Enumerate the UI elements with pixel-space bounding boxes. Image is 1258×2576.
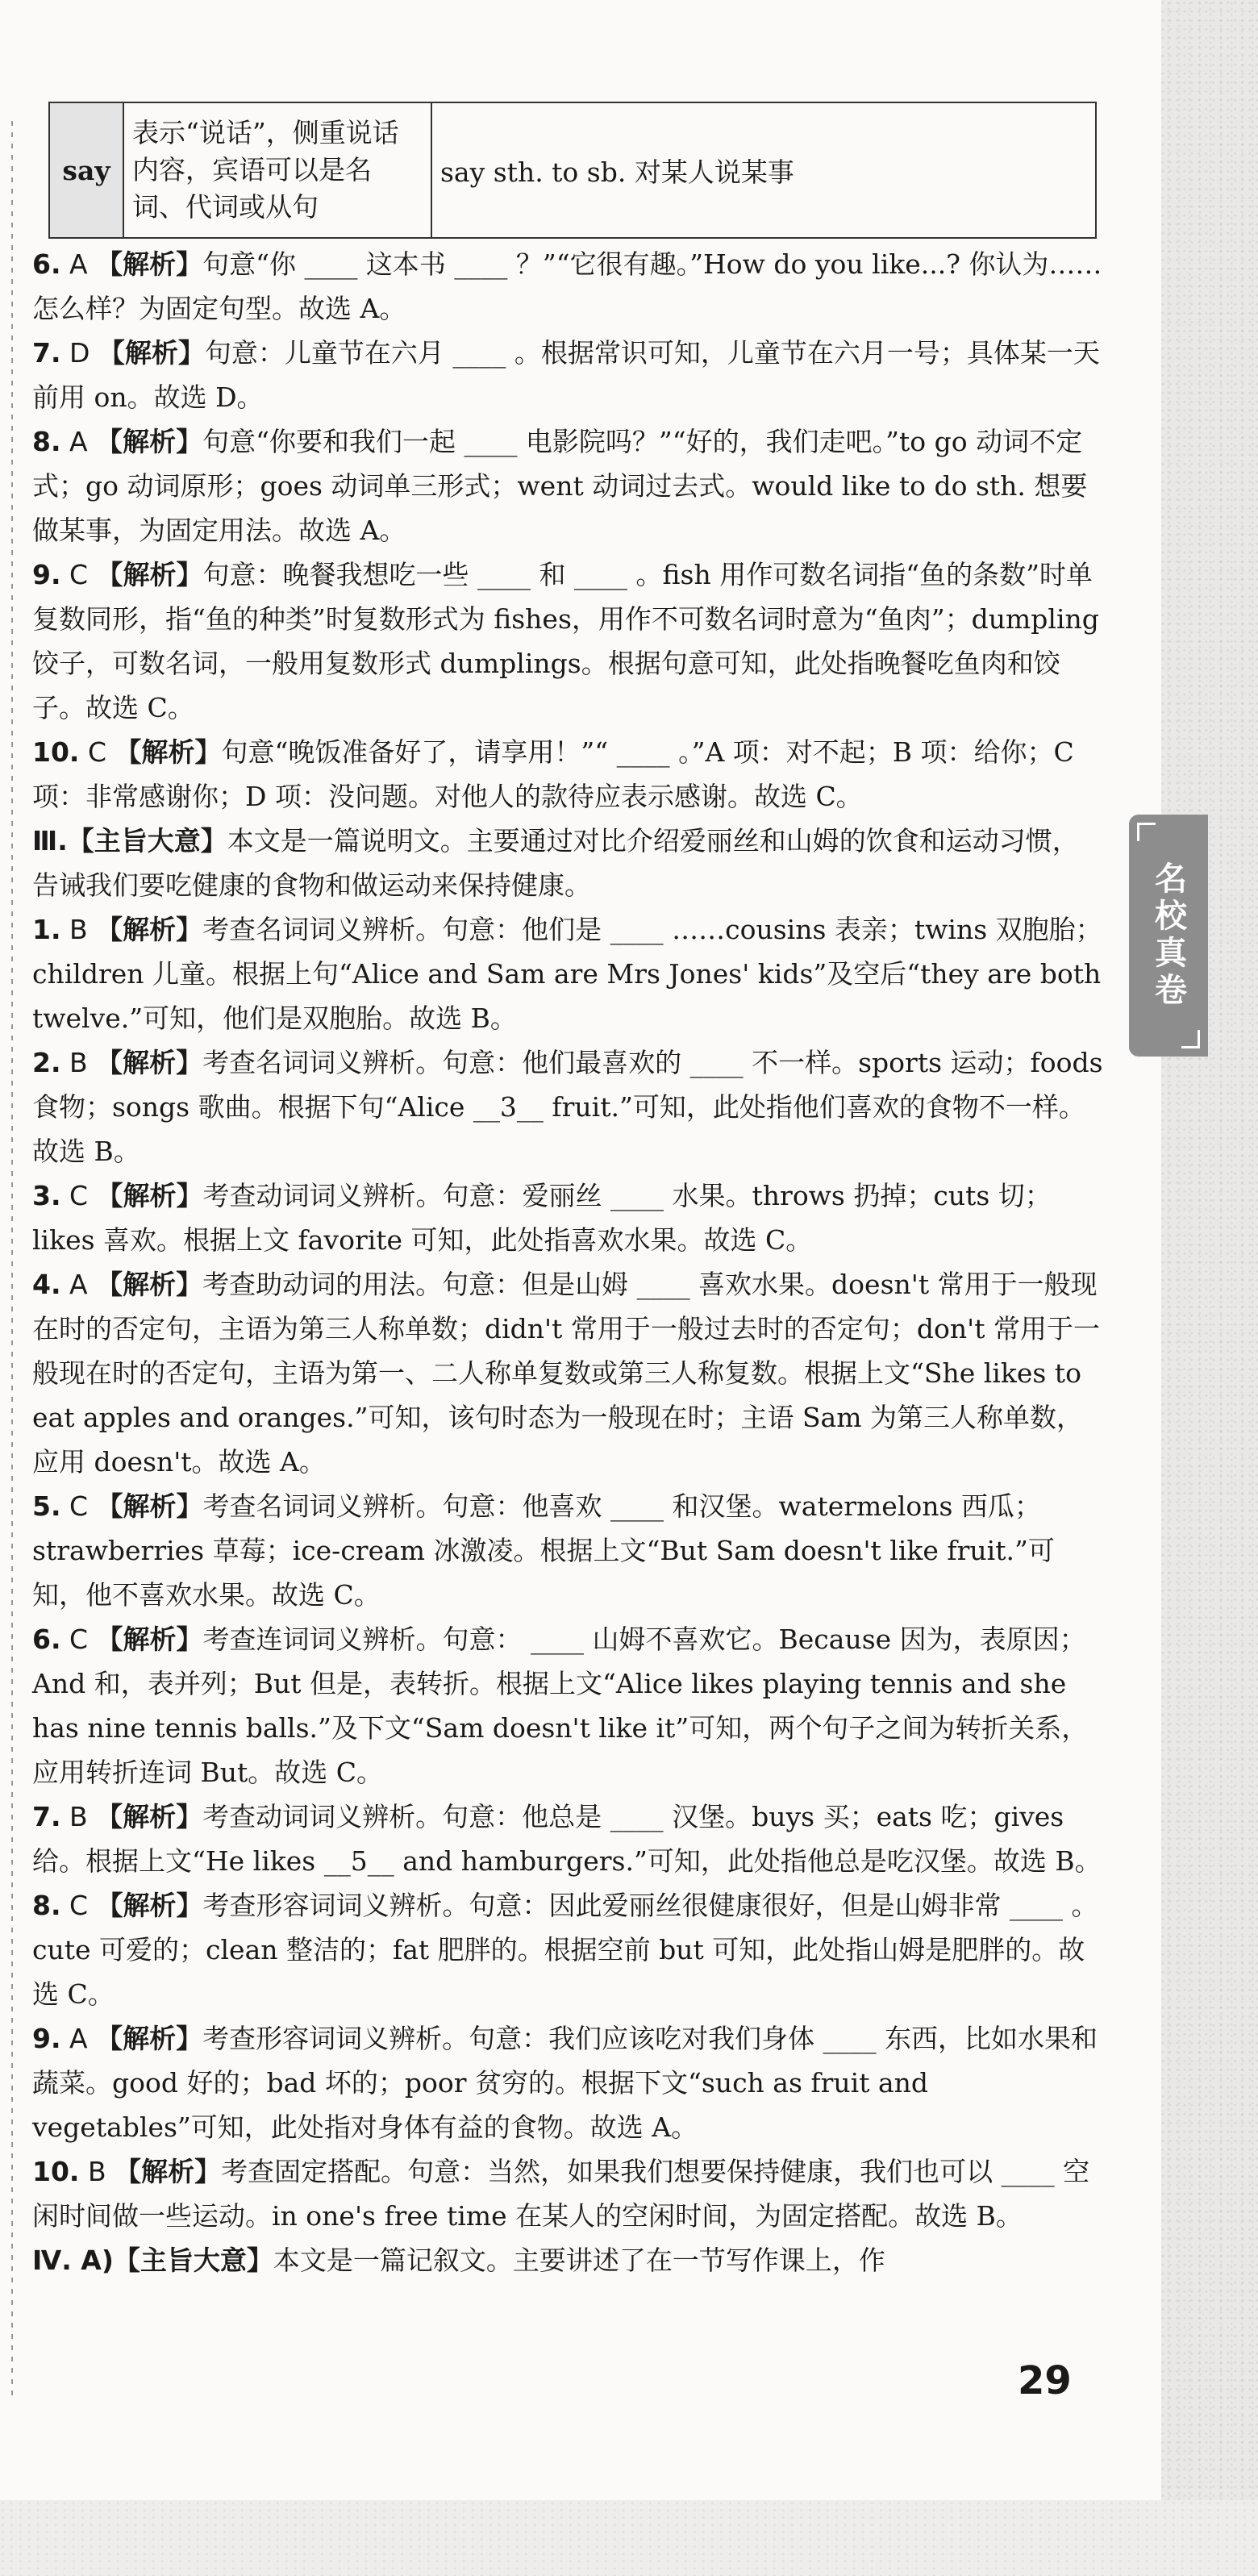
list-item: 9. A 【解析】考查形容词词义辨析。句意：我们应该吃对我们身体 ____ 东西，比如水果和蔬菜。good 好的；bad 坏的；poor 贫穷的。根据下文“such as fruit and vegetables”可知，此处指对身体有益的食物。故选 A。 xyxy=(32,2023,1098,2143)
item-text: 句意“晚饭准备好了，请享用！”“ ____ 。”A 项：对不起；B 项：给你；C 项：非常感谢你；D 项：没问题。对他人的款待应表示感谢。故选 C。 xyxy=(32,736,1074,812)
list-item: 6. C 【解析】考查连词词义辨析。句意： ____ 山姆不喜欢它。Because 因为，表原因；And 和，表并列；But 但是，表转折。根据上文“Alice likes playing tennis and she has nine tennis balls.”及下文“Sam doesn't like it”可知，两个句子之间为转折关系，应用转折连词 But。故选 C。 xyxy=(32,1624,1089,1788)
section-label: Ⅲ.【主旨大意】 xyxy=(32,825,227,857)
list-item: 7. D 【解析】句意：儿童节在六月 ____ 。根据常识可知，儿童节在六月一号；具体某一天前用 on。故选 D。 xyxy=(32,337,1100,413)
item-text: 句意“你 ____ 这本书 ____ ？”“它很有趣。”How do you like...? 你认为……怎么样？为固定句型。故选 A。 xyxy=(32,248,1102,324)
list-item: 3. C 【解析】考查动词词义辨析。句意：爱丽丝 ____ 水果。throws 扔掉；cuts 切；likes 喜欢。根据上文 favorite 可知，此处指喜欢水果。故选 C。 xyxy=(32,1180,1052,1256)
item-text: 考查形容词词义辨析。句意：因此爱丽丝很健康很好，但是山姆非常 ____ 。cute 可爱的；clean 整洁的；fat 肥胖的。根据空前 but 可知，此处指山姆是肥胖的。故选 C。 xyxy=(32,1890,1098,2010)
item-text: 考查名词词义辨析。句意：他喜欢 ____ 和汉堡。watermelons 西瓜；strawberries 草莓；ice-cream 冰激凌。根据上文“But Sam doesn't like fruit.”可知，他不喜欢水果。故选 C。 xyxy=(32,1490,1055,1611)
table-word: say xyxy=(49,102,123,238)
item-text: 考查连词词义辨析。句意： ____ 山姆不喜欢它。Because 因为，表原因；And 和，表并列；But 但是，表转折。根据上文“Alice likes playing tennis and she has nine tennis balls.”及下文“Sam doesn't like it”可知，两个句子之间为转折关系，应用转折连词 But。故选 C。 xyxy=(32,1624,1089,1788)
list-item: 8. C 【解析】考查形容词词义辨析。句意：因此爱丽丝很健康很好，但是山姆非常 ____ 。cute 可爱的；clean 整洁的；fat 肥胖的。根据空前 but 可知，此处指山姆是肥胖的。故选 C。 xyxy=(32,1890,1098,2010)
list-item: 8. A 【解析】句意“你要和我们一起 ____ 电影院吗？”“好的，我们走吧。”to go 动词不定式；go 动词原形；goes 动词单三形式；went 动词过去式。would like to do sth. 想要做某事，为固定用法。故选 A。 xyxy=(32,426,1088,546)
section-3-summary xyxy=(32,819,1105,907)
item-text: 句意“你要和我们一起 ____ 电影院吗？”“好的，我们走吧。”to go 动词不定式；go 动词原形；goes 动词单三形式；went 动词过去式。would like to do sth. 想要做某事，为固定用法。故选 A。 xyxy=(32,426,1088,546)
page-margin-bottom xyxy=(0,2500,1258,2576)
list-item: 6. A 【解析】句意“你 ____ 这本书 ____ ？”“它很有趣。”How do you like...? 你认为……怎么样？为固定句型。故选 A。 xyxy=(32,248,1102,324)
list-item: 10. B 【解析】考查固定搭配。句意：当然，如果我们想要保持健康，我们也可以 ____ 空闲时间做一些运动。in one's free time 在某人的空闲时间，为固定搭配。故选 B。 xyxy=(32,2156,1090,2232)
side-tab xyxy=(1129,815,1208,1057)
list-item: 5. C 【解析】考查名词词义辨析。句意：他喜欢 ____ 和汉堡。watermelons 西瓜；strawberries 草莓；ice-cream 冰激凌。根据上文“But Sam doesn't like fruit.”可知，他不喜欢水果。故选 C。 xyxy=(32,1490,1055,1611)
list-item: 4. A 【解析】考查助动词的用法。句意：但是山姆 ____ 喜欢水果。doesn't 常用于一般现在时的否定句，主语为第三人称单数；didn't 常用于一般过去时的否定句；don't 常用于一般现在时的否定句，主语为第一、二人称单复数或第三人称复数。根据上文“She likes to eat apples and oranges.”可知，该句时态为一般现在时；主语 Sam 为第三人称单数，应用 doesn't。故选 A。 xyxy=(32,1269,1100,1478)
list-item: 9. C 【解析】句意：晚餐我想吃一些 ____ 和 ____ 。fish 用作可数名词指“鱼的条数”时单复数同形，指“鱼的种类”时复数形式为 fishes，用作不可数名词时意为“鱼肉”；dumpling 饺子，可数名词，一般用复数形式 dumplings。根据句意可知，此处指晚餐吃鱼肉和饺子。故选 C。 xyxy=(32,559,1099,723)
section-4-summary xyxy=(32,2238,1105,2282)
usage-table xyxy=(48,102,1097,239)
table-row xyxy=(49,102,1096,238)
table-desc: 表示“说话”，侧重说话内容，宾语可以是名词、代词或从句 xyxy=(123,102,431,238)
list-item: 10. C 【解析】句意“晚饭准备好了，请享用！”“ ____ 。”A 项：对不起；B 项：给你；C 项：非常感谢你；D 项：没问题。对他人的款待应表示感谢。故选 C。 xyxy=(32,736,1074,812)
item-text: 句意：儿童节在六月 ____ 。根据常识可知，儿童节在六月一号；具体某一天前用 on。故选 D。 xyxy=(32,337,1100,413)
list-item: 2. B 【解析】考查名词词义辨析。句意：他们最喜欢的 ____ 不一样。sports 运动；foods 食物；songs 歌曲。根据下句“Alice __3__ fruit.”可知，此处指他们喜欢的食物不一样。故选 B。 xyxy=(32,1047,1103,1167)
section-label: Ⅳ. A)【主旨大意】 xyxy=(32,2245,273,2276)
side-tab-label: 名校真卷 xyxy=(1149,861,1187,1010)
item-text: 句意：晚餐我想吃一些 ____ 和 ____ 。fish 用作可数名词指“鱼的条数”时单复数同形，指“鱼的种类”时复数形式为 fishes，用作不可数名词时意为“鱼肉”；dumpling 饺子，可数名词，一般用复数形式 dumplings。根据句意可知，此处指晚餐吃鱼肉和饺子。故选 C。 xyxy=(32,559,1099,723)
item-text: 考查形容词词义辨析。句意：我们应该吃对我们身体 ____ 东西，比如水果和蔬菜。good 好的；bad 坏的；poor 贫穷的。根据下文“such as fruit and vegetables”可知，此处指对身体有益的食物。故选 A。 xyxy=(32,2023,1098,2143)
item-text: 考查固定搭配。句意：当然，如果我们想要保持健康，我们也可以 ____ 空闲时间做一些运动。in one's free time 在某人的空闲时间，为固定搭配。故选 B。 xyxy=(32,2156,1090,2232)
section-text: 本文是一篇记叙文。主要讲述了在一节写作课上，作 xyxy=(273,2245,885,2276)
item-text: 考查助动词的用法。句意：但是山姆 ____ 喜欢水果。doesn't 常用于一般现在时的否定句，主语为第三人称单数；didn't 常用于一般过去时的否定句；don't 常用于一般现在时的否定句，主语为第一、二人称单复数或第三人称复数。根据上文“She likes to eat apples and oranges.”可知，该句时态为一般现在时；主语 Sam 为第三人称单数，应用 doesn't。故选 A。 xyxy=(32,1269,1100,1478)
page-number: 29 xyxy=(1018,2358,1072,2403)
table-usage: say sth. to sb. 对某人说某事 xyxy=(431,102,1096,238)
page-margin-right xyxy=(1161,0,1258,2576)
section-text: 本文是一篇说明文。主要通过对比介绍爱丽丝和山姆的饮食和运动习惯，告诫我们要吃健康的食物和做运动来保持健康。 xyxy=(32,825,1079,901)
item-text: 考查动词词义辨析。句意：他总是 ____ 汉堡。buys 买；eats 吃；gives 给。根据上文“He likes __5__ and hamburgers.”可知，此处指他总是吃汉堡。故选 B。 xyxy=(32,1801,1102,1877)
left-dashed-rule xyxy=(11,121,13,2395)
list-item: 7. B 【解析】考查动词词义辨析。句意：他总是 ____ 汉堡。buys 买；eats 吃；gives 给。根据上文“He likes __5__ and hamburgers.”可知，此处指他总是吃汉堡。故选 B。 xyxy=(32,1801,1102,1877)
item-text: 考查名词词义辨析。句意：他们最喜欢的 ____ 不一样。sports 运动；foods 食物；songs 歌曲。根据下句“Alice __3__ fruit.”可知，此处指他们喜欢的食物不一样。故选 B。 xyxy=(32,1047,1103,1167)
item-text: 考查动词词义辨析。句意：爱丽丝 ____ 水果。throws 扔掉；cuts 切；likes 喜欢。根据上文 favorite 可知，此处指喜欢水果。故选 C。 xyxy=(32,1180,1052,1256)
answer-content xyxy=(32,242,1105,2282)
item-text: 考查名词词义辨析。句意：他们是 ____ ……cousins 表亲；twins 双胞胎；children 儿童。根据上句“Alice and Sam are Mrs Jones' kids”及空后“they are both twelve.”可知，他们是双胞胎。故选 B。 xyxy=(32,914,1102,1034)
list-item: 1. B 【解析】考查名词词义辨析。句意：他们是 ____ ……cousins 表亲；twins 双胞胎；children 儿童。根据上句“Alice and Sam are Mrs Jones' kids”及空后“they are both twelve.”可知，他们是双胞胎。故选 B。 xyxy=(32,914,1102,1034)
